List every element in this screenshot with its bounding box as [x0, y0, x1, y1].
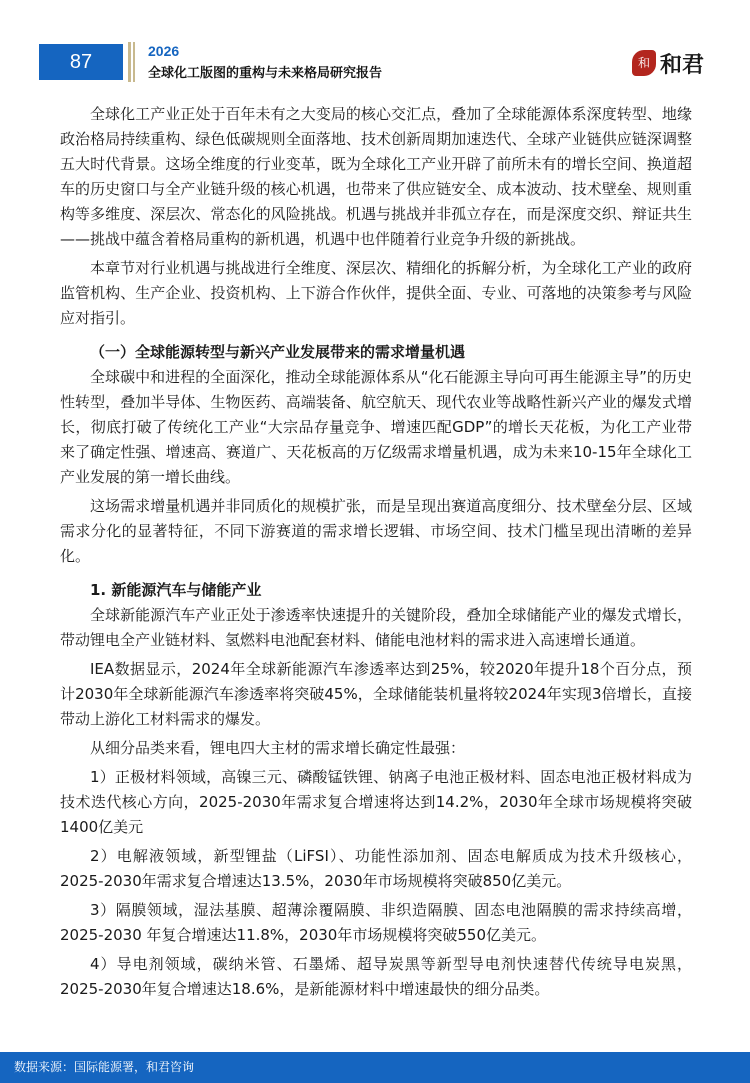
subsection1-paragraph-3: 从细分品类来看，锂电四大主材的需求增长确定性最强：	[90, 739, 466, 757]
section1-paragraph-2: 这场需求增量机遇并非同质化的规模扩张，而是呈现出赛道高度细分、技术壁垒分层、区域需求分化的显著特征，不同下游赛道的需求增长逻辑、市场空间、技术门槛呈现出清晰的差异化。	[60, 497, 692, 565]
section1-paragraph-1: 全球碳中和进程的全面深化，推动全球能源体系从“化石能源主导向可再生能源主导”的历史性转型，叠加半导体、生物医药、高端装备、航空航天、现代农业等战略性新兴产业的爆发式增长，彻底打破了传统化工产业“大宗品存量竞争、增速匹配GDP”的增长天花板，为化工产业带来了确定性强、增速高、赛道广、天花板高的万亿级需求增量机遇，成为未来10-15年全球化工产业发展的第一增长曲线。	[60, 368, 692, 486]
page-number: 87	[39, 44, 123, 80]
list-item-separator: 3）隔膜领域，湿法基膜、超薄涂覆隔膜、非织造隔膜、固态电池隔膜的需求持续高增，2025-2030 年复合增速达11.8%，2030年市场规模将突破550亿美元。	[60, 901, 692, 944]
header-divider-secondary	[133, 42, 135, 82]
list-item-conductive-agent: 4）导电剂领域，碳纳米管、石墨烯、超导炭黑等新型导电剂快速替代传统导电炭黑，2025-2030年复合增速达18.6%，是新能源材料中增速最快的细分品类。	[60, 955, 692, 998]
report-year: 2026	[148, 43, 180, 59]
subsection1-paragraph-2: IEA数据显示，2024年全球新能源汽车渗透率达到25%，较2020年提升18个百分点，预计2030年全球新能源汽车渗透率将突破45%，全球储能装机量将较2024年实现3倍增长，直接带动上游化工材料需求的爆发。	[60, 660, 692, 728]
report-title: 全球化工版图的重构与未来格局研究报告	[148, 66, 383, 81]
list-item-electrolyte: 2）电解液领域，新型锂盐（LiFSI）、功能性添加剂、固态电解质成为技术升级核心，2025-2030年需求复合增速达13.5%，2030年市场规模将突破850亿美元。	[60, 847, 692, 890]
brand-logo	[632, 48, 722, 80]
list-item-cathode: 1）正极材料领域，高镍三元、磷酸锰铁锂、钠离子电池正极材料、固态电池正极材料成为技术迭代核心方向，2025-2030年需求复合增速将达到14.2%，2030年全球市场规模将突破1400亿美元	[60, 768, 692, 836]
logo-seal-icon: 和	[632, 50, 656, 76]
subsection1-paragraph-1: 全球新能源汽车产业正处于渗透率快速提升的关键阶段，叠加全球储能产业的爆发式增长，带动锂电全产业链材料、氢燃料电池配套材料、储能电池材料的需求进入高速增长通道。	[60, 606, 692, 649]
section-heading-1: （一）全球能源转型与新兴产业发展带来的需求增量机遇	[90, 343, 466, 361]
page-content	[60, 102, 692, 1002]
intro-paragraph-2: 本章节对行业机遇与挑战进行全维度、深层次、精细化的拆解分析，为全球化工产业的政府监管机构、生产企业、投资机构、上下游合作伙伴，提供全面、专业、可落地的决策参考与风险应对指引。	[60, 259, 692, 327]
source-footer: 数据来源：国际能源署，和君咨询	[0, 1052, 750, 1083]
header-divider	[128, 42, 131, 82]
subsection-heading-1: 1. 新能源汽车与储能产业	[90, 581, 262, 599]
intro-paragraph-1: 全球化工产业正处于百年未有之大变局的核心交汇点，叠加了全球能源体系深度转型、地缘政治格局持续重构、绿色低碳规则全面落地、技术创新周期加速迭代、全球产业链供应链深调整五大时代背景。这场全维度的行业变革，既为全球化工产业开辟了前所未有的增长空间、换道超车的历史窗口与全产业链升级的核心机遇，也带来了供应链安全、成本波动、技术壁垒、规则重构等多维度、深层次、常态化的风险挑战。机遇与挑战并非孤立存在，而是深度交织、辩证共生——挑战中蕴含着格局重构的新机遇，机遇中也伴随着行业竞争升级的新挑战。	[60, 105, 692, 248]
logo-text: 和君	[660, 53, 705, 78]
